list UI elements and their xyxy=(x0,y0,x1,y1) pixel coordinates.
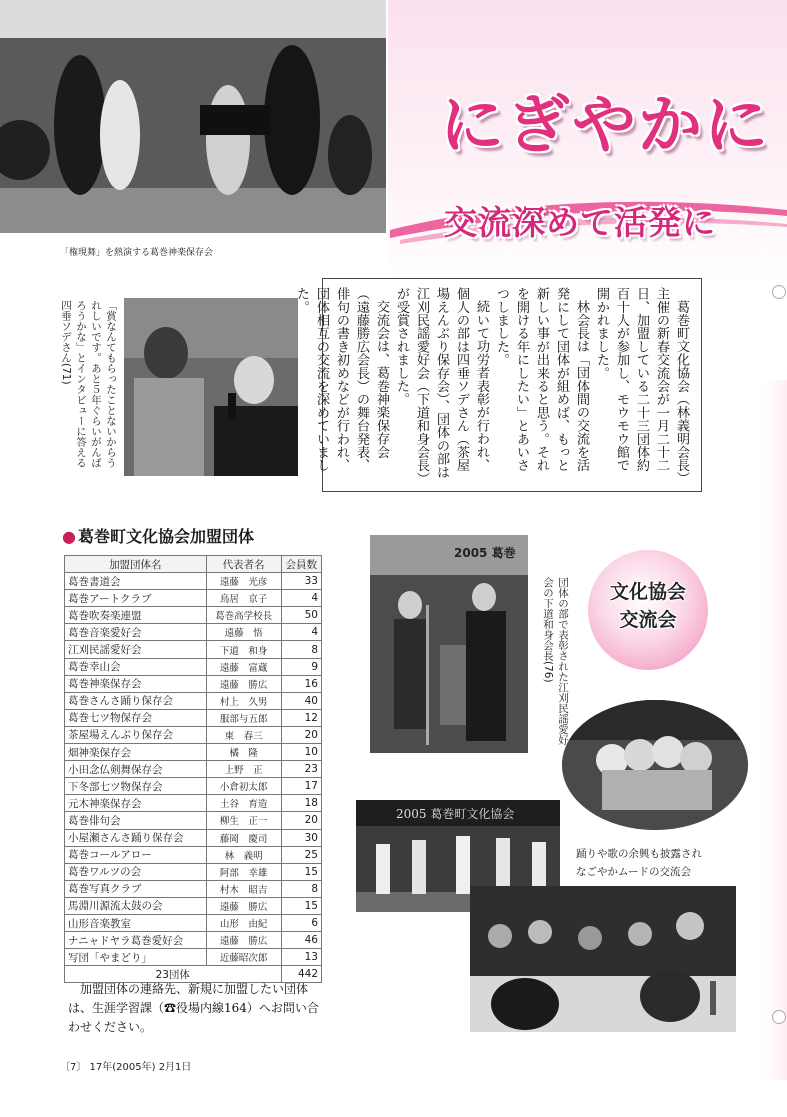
table-row xyxy=(65,897,322,914)
group-name-cell: 元木神楽保存会 xyxy=(65,795,207,812)
page-footer: 〔7〕 17年(2005年) 2月1日 xyxy=(60,1062,192,1073)
group-name-cell: 葛巻アートクラブ xyxy=(65,590,207,607)
member-count-cell: 40 xyxy=(281,692,322,709)
representative-cell: 橘 隆 xyxy=(206,744,281,761)
member-count-cell: 13 xyxy=(281,949,322,966)
representative-cell: 遠藤 勝広 xyxy=(206,897,281,914)
group-name-cell: 葛巻俳句会 xyxy=(65,812,207,829)
member-count-cell: 30 xyxy=(281,829,322,846)
group-name-cell: 小屋瀬さんさ踊り保存会 xyxy=(65,829,207,846)
total-value: 442 xyxy=(281,966,322,983)
punch-hole-icon xyxy=(772,285,786,299)
group-name-cell: 葛巻吹奏楽連盟 xyxy=(65,607,207,624)
group-name-cell: 葛巻写真クラブ xyxy=(65,880,207,897)
representative-cell: 近藤昭次郎 xyxy=(206,949,281,966)
member-count-cell: 8 xyxy=(281,880,322,897)
group-name-cell: ナニャドヤラ葛巻愛好会 xyxy=(65,932,207,949)
member-count-cell: 4 xyxy=(281,590,322,607)
representative-cell: 遠藤 悟 xyxy=(206,624,281,641)
member-count-cell: 10 xyxy=(281,744,322,761)
total-label: 23団体 xyxy=(65,966,282,983)
group-name-cell: 山形音楽教室 xyxy=(65,914,207,931)
party-caption-line1: 踊りや歌の余興も披露され xyxy=(576,848,702,860)
stage-banner-text: 2005 葛巻町文化協会 xyxy=(396,807,515,821)
member-count-cell: 15 xyxy=(281,897,322,914)
representative-cell: 下道 和身 xyxy=(206,641,281,658)
photo-kagura-performance xyxy=(0,0,386,233)
table-row xyxy=(65,863,322,880)
representative-cell: 林 義明 xyxy=(206,846,281,863)
group-name-cell: 葛巻書道会 xyxy=(65,573,207,590)
members-section-title: ● 葛巻町文化協会加盟団体 xyxy=(62,527,254,546)
table-row xyxy=(65,778,322,795)
member-count-cell: 17 xyxy=(281,778,322,795)
group-name-cell: 小田念仏剣舞保存会 xyxy=(65,761,207,778)
member-count-cell: 6 xyxy=(281,914,322,931)
photo-interview xyxy=(124,298,298,476)
table-header-row xyxy=(65,556,322,573)
representative-cell: 柳生 正一 xyxy=(206,812,281,829)
representative-cell: 阿部 幸雄 xyxy=(206,863,281,880)
table-row xyxy=(65,573,322,590)
table-row xyxy=(65,812,322,829)
representative-cell: 土谷 育造 xyxy=(206,795,281,812)
member-count-cell: 25 xyxy=(281,846,322,863)
group-name-cell: 馬淵川源流太鼓の会 xyxy=(65,897,207,914)
member-count-cell: 8 xyxy=(281,641,322,658)
representative-cell: 遠藤 勝広 xyxy=(206,932,281,949)
table-row xyxy=(65,641,322,658)
member-count-cell: 20 xyxy=(281,726,322,743)
representative-cell: 山形 由紀 xyxy=(206,914,281,931)
representative-cell: 遠藤 勝広 xyxy=(206,675,281,692)
party-caption-line2: なごやかムードの交流会 xyxy=(576,866,691,878)
representative-cell: 上野 正 xyxy=(206,761,281,778)
top-photo-caption: 「権現舞」を熱演する葛巻神楽保存会 xyxy=(60,248,214,258)
right-edge-strip xyxy=(764,380,787,1080)
representative-cell: 鳥居 京子 xyxy=(206,590,281,607)
article-paragraph: 交流会は、葛巻神楽保存会（遠藤勝広会長）の舞台発表、俳句の書き初めなどが行われ、団体相互の交流を深めていました。 xyxy=(294,287,389,472)
group-name-cell: 葛巻コールアロー xyxy=(65,846,207,863)
table-row xyxy=(65,932,322,949)
member-count-cell: 4 xyxy=(281,624,322,641)
article-paragraph: 林会長は「団体間の交流を活発にして団体が組めば、もっと新しい事が出来ると思う。それを開ける年にしたい」とあいさつしました。 xyxy=(494,287,589,472)
table-row xyxy=(65,795,322,812)
group-name-cell: 葛巻さんさ踊り保存会 xyxy=(65,692,207,709)
group-name-cell: 葛巻ワルツの会 xyxy=(65,863,207,880)
representative-cell: 遠藤 光彦 xyxy=(206,573,281,590)
member-count-cell: 20 xyxy=(281,812,322,829)
member-count-cell: 50 xyxy=(281,607,322,624)
table-row xyxy=(65,744,322,761)
award-caption: 団体の部で表彰された江刈民謡愛好会の下道和身会長(76) xyxy=(542,577,569,745)
table-row xyxy=(65,709,322,726)
table-row xyxy=(65,675,322,692)
badge-text: 文化協会 交流会 xyxy=(609,581,686,631)
representative-cell: 村上 久男 xyxy=(206,692,281,709)
member-count-cell: 9 xyxy=(281,658,322,675)
representative-cell: 村木 昭吉 xyxy=(206,880,281,897)
page-title: にぎやかに xyxy=(440,89,770,163)
group-name-cell: 葛巻神楽保存会 xyxy=(65,675,207,692)
group-name-cell: 畑神楽保存会 xyxy=(65,744,207,761)
bullet-icon: ● xyxy=(62,527,76,546)
member-count-cell: 12 xyxy=(281,709,322,726)
group-name-cell: 下冬部七ツ物保存会 xyxy=(65,778,207,795)
event-badge xyxy=(588,550,708,670)
members-table xyxy=(64,555,322,983)
page-subtitle: 交流深めて活発に xyxy=(444,203,716,242)
table-row xyxy=(65,914,322,931)
member-count-cell: 23 xyxy=(281,761,322,778)
member-count-cell: 33 xyxy=(281,573,322,590)
table-row xyxy=(65,624,322,641)
article-body xyxy=(291,287,691,483)
table-row xyxy=(65,949,322,966)
group-name-cell: 江刈民謡愛好会 xyxy=(65,641,207,658)
contact-note: 加盟団体の連絡先、新規に加盟したい団体は、生涯学習課（☎役場内線164）へお問い合わせください。 xyxy=(68,982,319,1034)
representative-cell: 遠藤 富蔵 xyxy=(206,658,281,675)
punch-hole-icon xyxy=(772,1010,786,1024)
table-row xyxy=(65,761,322,778)
representative-cell: 葛巻高学校長 xyxy=(206,607,281,624)
representative-cell: 小倉初太郎 xyxy=(206,778,281,795)
table-row xyxy=(65,590,322,607)
group-name-cell: 葛巻音楽愛好会 xyxy=(65,624,207,641)
member-count-cell: 46 xyxy=(281,932,322,949)
table-row xyxy=(65,880,322,897)
article-paragraph: 続いて功労者表彰が行われ、個人の部は四垂ソデさん（茶屋場えんぶり保存会）、団体の部は江刈民謡愛好会（下道和身会長）が受賞されました。 xyxy=(394,287,489,479)
table-row xyxy=(65,846,322,863)
group-name-cell: 葛巻幸山会 xyxy=(65,658,207,675)
group-name-cell: 葛巻七ツ物保存会 xyxy=(65,709,207,726)
representative-cell: 服部与五郎 xyxy=(206,709,281,726)
table-row xyxy=(65,726,322,743)
table-row xyxy=(65,829,322,846)
column-header-representative: 代表者名 xyxy=(206,556,281,573)
photo-party xyxy=(470,886,736,1032)
article-paragraph: 葛巻町文化協会（林義明会長）主催の新春交流会が一月二十二日、加盟している二十三団体約百十人が参加し、モウモウ館で開かれました。 xyxy=(594,287,689,479)
table-row xyxy=(65,692,322,709)
member-count-cell: 16 xyxy=(281,675,322,692)
representative-cell: 藤岡 慶司 xyxy=(206,829,281,846)
photo-award-ceremony xyxy=(370,535,528,753)
group-name-cell: 写団「やまどり」 xyxy=(65,949,207,966)
table-row xyxy=(65,658,322,675)
interview-caption: 「賞なんてもらったことないからうれしいです。あと５年ぐらいがんばろうかな」とインタビューに答える四垂ソデさん(71) xyxy=(60,300,117,468)
group-name-cell: 茶屋場えんぶり保存会 xyxy=(65,726,207,743)
member-count-cell: 15 xyxy=(281,863,322,880)
representative-cell: 東 春三 xyxy=(206,726,281,743)
award-banner-text: 2005 葛巻 xyxy=(454,546,516,560)
column-header-count: 会員数 xyxy=(281,556,322,573)
article-box xyxy=(294,278,702,492)
photo-dance-circle xyxy=(562,700,748,830)
column-header-group: 加盟団体名 xyxy=(65,556,207,573)
member-count-cell: 18 xyxy=(281,795,322,812)
table-row xyxy=(65,607,322,624)
